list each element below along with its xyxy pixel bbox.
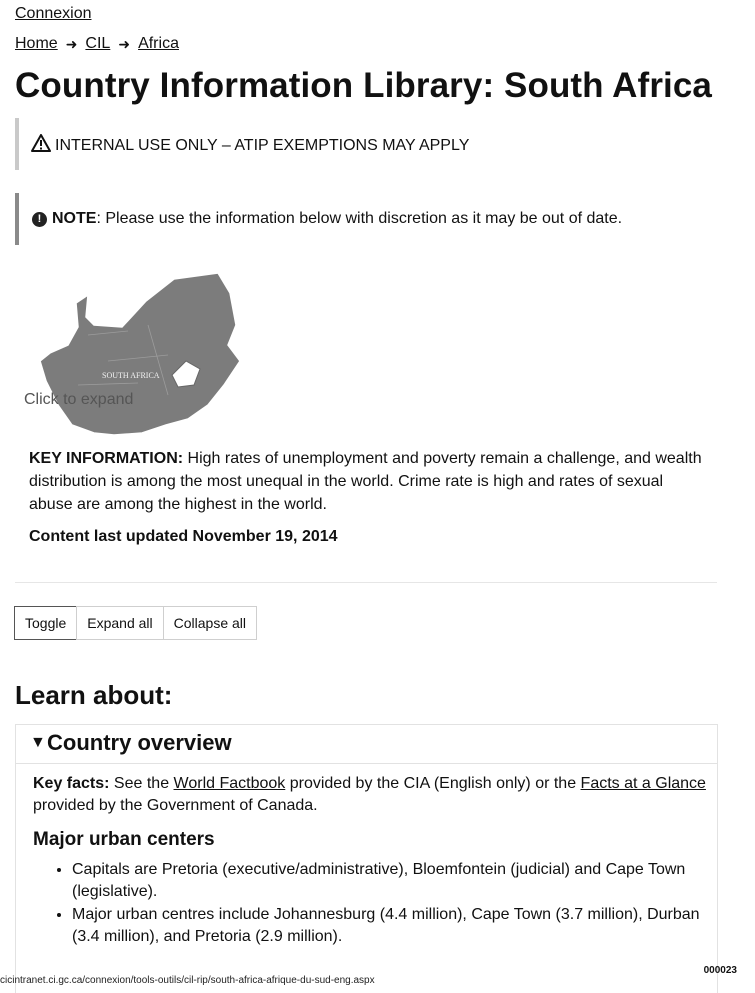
- internal-use-text: INTERNAL USE ONLY – ATIP EXEMPTIONS MAY APPLY: [55, 136, 470, 154]
- list-item: • Capitals are Pretoria (executive/administrative), Bloemfontein (judicial) and Cape Town (legislative).: [72, 859, 708, 903]
- toggle-button-group: [14, 606, 257, 640]
- breadcrumb-home[interactable]: Home: [15, 35, 58, 52]
- world-factbook-link[interactable]: World Factbook: [173, 775, 286, 792]
- key-facts-text-1: See the: [109, 775, 174, 792]
- internal-use-notice: [15, 118, 719, 170]
- expand-all-button[interactable]: Expand all: [76, 606, 163, 640]
- exclamation-circle-icon: !: [32, 212, 47, 227]
- note-text: : Please use the information below with discretion as it may be out of date.: [96, 210, 623, 227]
- facts-at-a-glance-link[interactable]: Facts at a Glance: [580, 775, 706, 792]
- major-urban-centers-heading: Major urban centers: [33, 829, 215, 850]
- page-title: Country Information Library: South Africa: [15, 66, 712, 105]
- country-overview-section: [15, 724, 718, 993]
- footer-url: cicintranet.ci.gc.ca/connexion/tools-outils/cil-rip/south-africa-afrique-du-sud-eng.aspx: [0, 975, 375, 986]
- divider: [15, 582, 717, 583]
- collapse-all-button[interactable]: Collapse all: [163, 606, 257, 640]
- note-notice: [15, 193, 719, 245]
- warning-icon: [31, 134, 51, 157]
- breadcrumb: [15, 35, 179, 53]
- key-facts-text-3: provided by the Government of Canada.: [33, 797, 318, 814]
- map-image: [18, 265, 248, 445]
- urban-centers-list: [33, 859, 708, 948]
- map-country-label: SOUTH AFRICA: [102, 371, 160, 380]
- triangle-down-icon: ▼: [30, 734, 46, 751]
- key-facts-label: Key facts:: [33, 775, 110, 792]
- connexion-link[interactable]: Connexion: [15, 5, 92, 22]
- breadcrumb-africa[interactable]: Africa: [138, 35, 179, 52]
- toggle-button[interactable]: Toggle: [14, 606, 77, 640]
- key-information-text: High rates of unemployment and poverty remain a challenge, and wealth distribution is among the most unequal in the world. Crime rate is high and rates of sexual abuse are among the highest in the world.: [29, 450, 702, 513]
- key-information-label: KEY INFORMATION:: [29, 450, 184, 467]
- page-number: 000023: [703, 965, 737, 976]
- note-label: NOTE: [52, 210, 97, 227]
- south-africa-map[interactable]: [18, 265, 248, 445]
- country-overview-summary[interactable]: [16, 725, 717, 764]
- content-updated-date: Content last updated November 19, 2014: [29, 528, 338, 545]
- country-overview-body: [33, 773, 708, 949]
- list-item: • Major urban centres include Johannesburg (4.4 million), Cape Town (3.7 million), Durban (3.4 million), and Pretoria (2.9 million).: [72, 904, 708, 948]
- key-facts-text-2: provided by the CIA (English only) or the: [285, 775, 581, 792]
- key-facts-paragraph: [33, 773, 708, 817]
- map-caption[interactable]: Click to expand: [24, 391, 134, 408]
- learn-about-heading: Learn about:: [15, 680, 173, 710]
- country-overview-title[interactable]: Country overview: [47, 730, 232, 755]
- arrow-right-icon: ➜: [118, 35, 131, 52]
- arrow-right-icon: ➜: [65, 35, 78, 52]
- key-information: [29, 447, 709, 516]
- breadcrumb-cil[interactable]: CIL: [85, 35, 111, 52]
